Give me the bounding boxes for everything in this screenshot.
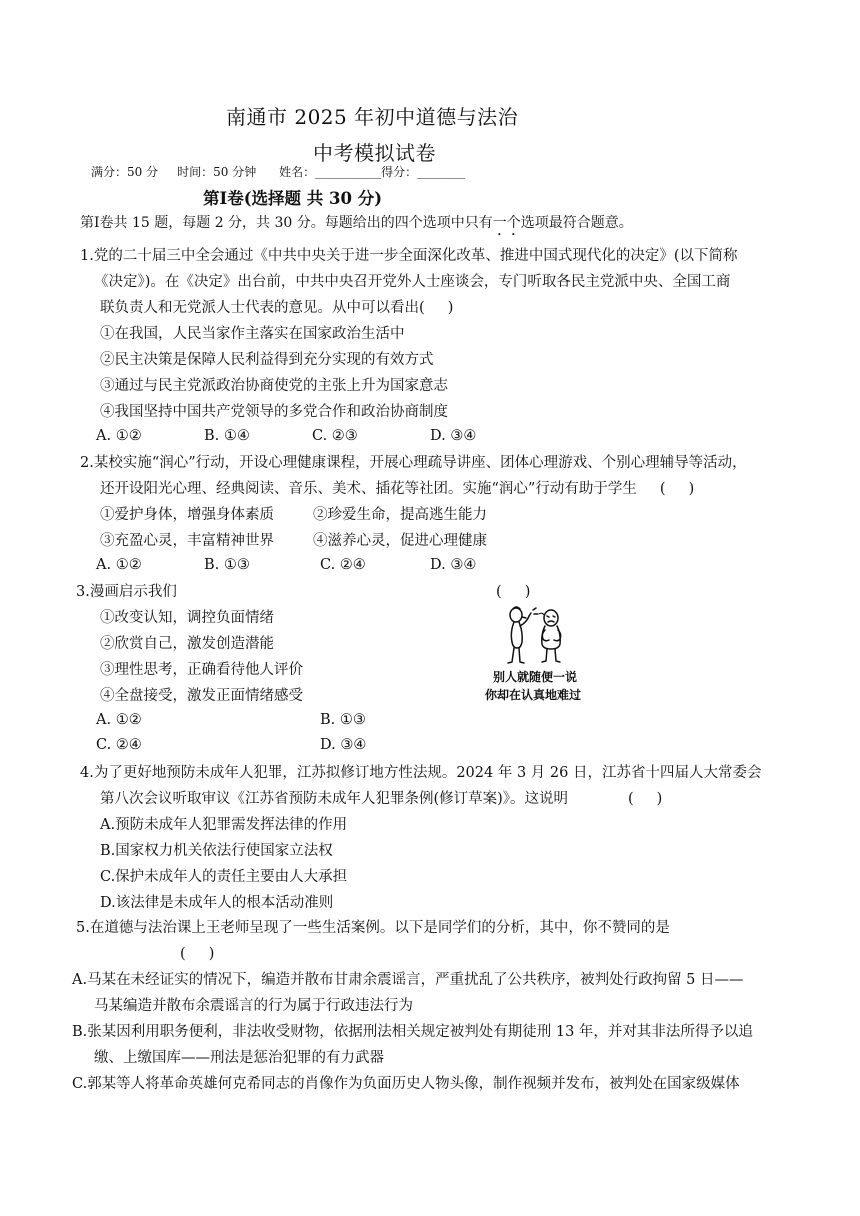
exam-title-line2: 中考模拟试卷 [313,141,436,165]
section-intro-suffix: 选项最符合题意。 [520,215,633,231]
cartoon-caption-line1: 别人就随便一说 [493,670,578,684]
q2-stem-line2: 还开设阳光心理、经典阅读、音乐、美术、插花等社团。实施“润心”行动有助于学生 ( ) [100,481,695,497]
exam-info-line: 满分：50 分 时间：50 分钟 姓名：___________得分：________ [91,165,466,179]
q2-option-b[interactable]: B. ①③ [204,557,250,573]
q3-option-b[interactable]: B. ①③ [320,712,366,728]
q2-option-c[interactable]: C. ②④ [320,557,366,573]
section-intro-prefix: 第Ⅰ卷共 15 题，每题 2 分，共 30 分。每题给出的四个选项中只有 [80,215,493,231]
section-title: 第Ⅰ卷(选择题 共 30 分) [203,189,383,208]
q3-stem: 3.漫画启示我们 [76,584,177,600]
q3-option-c[interactable]: C. ②④ [96,737,142,753]
q4-option-c[interactable]: C.保护未成年人的责任主要由人大承担 [100,869,348,885]
section-intro [80,212,633,239]
exam-title-line1: 南通市 2025 年初中道德与法治 [226,105,519,129]
q2-statement-1: ①爱护身体，增强身体素质 [100,507,274,523]
q2-statement-3: ③充盈心灵，丰富精神世界 [100,533,274,549]
q1-statement-2: ②民主决策是保障人民利益得到充分实现的有效方式 [100,352,434,368]
q5-option-a-line2: 马某编造并散布余震谣言的行为属于行政违法行为 [94,998,413,1014]
q1-statement-4: ④我国坚持中国共产党领导的多党合作和政治协商制度 [100,404,448,420]
q2-stem-line1: 2.某校实施“润心”行动，开设心理健康课程，开展心理疏导讲座、团体心理游戏、个别心理辅导等活动， [80,455,747,471]
q1-stem-line1: 1.党的二十届三中全会通过《中共中央关于进一步全面深化改革、推进中国式现代化的决定》(以下简称 [80,248,738,264]
q2-statement-2: ②珍爱生命，提高逃生能力 [313,507,487,523]
q5-option-c-line1[interactable]: C.郭某等人将革命英雄何克希同志的肖像作为负面历史人物头像，制作视频并发布，被判处在国家级媒体 [72,1076,740,1092]
q3-option-d[interactable]: D. ③④ [320,737,367,753]
q5-option-b-line1[interactable]: B.张某因利用职务便利，非法收受财物，依据刑法相关规定被判处有期徒刑 13 年，并对其非法所得予以追 [72,1024,753,1040]
q3-statement-3: ③理性思考，正确看待他人评价 [100,662,303,678]
cartoon-figures-icon [483,604,603,666]
q3-option-a[interactable]: A. ①② [96,712,142,728]
section-intro-emphasis: 一个 [492,215,521,231]
q1-statement-3: ③通过与民主党派政治协商使党的主张上升为国家意志 [100,378,448,394]
q4-option-d[interactable]: D.该法律是未成年人的根本活动准则 [100,895,334,911]
q2-statement-4: ④滋养心灵，促进心理健康 [313,533,487,549]
q5-option-b-line2: 缴、上缴国库——刑法是惩治犯罪的有力武器 [94,1050,384,1066]
q1-option-c[interactable]: C. ②③ [312,428,358,444]
q1-stem-line2: 《决定》)。在《决定》出台前，中共中央召开党外人士座谈会，专门听取各民主党派中央、全国工商 [94,274,731,290]
q4-stem-line2: 第八次会议听取审议《江苏省预防未成年人犯罪条例(修订草案)》。这说明 ( ) [100,791,663,807]
q1-option-b[interactable]: B. ①④ [204,428,250,444]
q1-option-a[interactable]: A. ①② [96,428,142,444]
q3-statement-4: ④全盘接受，激发正面情绪感受 [100,688,303,704]
q1-stem-line3: 联负责人和无党派人士代表的意见。从中可以看出( ) [100,300,454,316]
q4-option-b[interactable]: B.国家权力机关依法行使国家立法权 [100,843,333,859]
cartoon-caption-line2: 你却在认真地难过 [485,688,582,702]
q3-cartoon [483,604,603,706]
q5-option-a-line1[interactable]: A.马某在未经证实的情况下，编造并散布甘肃余震谣言，严重扰乱了公共秩序，被判处行政拘留 5 日—— [72,972,744,988]
q4-option-a[interactable]: A.预防未成年人犯罪需发挥法律的作用 [100,817,348,833]
q4-stem-line1: 4.为了更好地预防未成年人犯罪，江苏拟修订地方性法规。2024 年 3 月 26 日，江苏省十四届人大常委会 [80,765,762,781]
q1-option-d[interactable]: D. ③④ [430,428,477,444]
q3-answer-bracket: ( ) [496,584,531,600]
q3-statement-2: ②欣赏自己，激发创造潜能 [100,636,274,652]
q5-stem-line1: 5.在道德与法治课上王老师呈现了一些生活案例。以下是同学们的分析，其中，你不赞同的是 [76,920,670,936]
q3-statement-1: ①改变认知，调控负面情绪 [100,610,274,626]
q1-statement-1: ①在我国，人民当家作主落实在国家政治生活中 [100,326,405,342]
q2-option-a[interactable]: A. ①② [96,557,142,573]
q2-option-d[interactable]: D. ③④ [430,557,477,573]
q5-answer-bracket: ( ) [180,946,215,962]
